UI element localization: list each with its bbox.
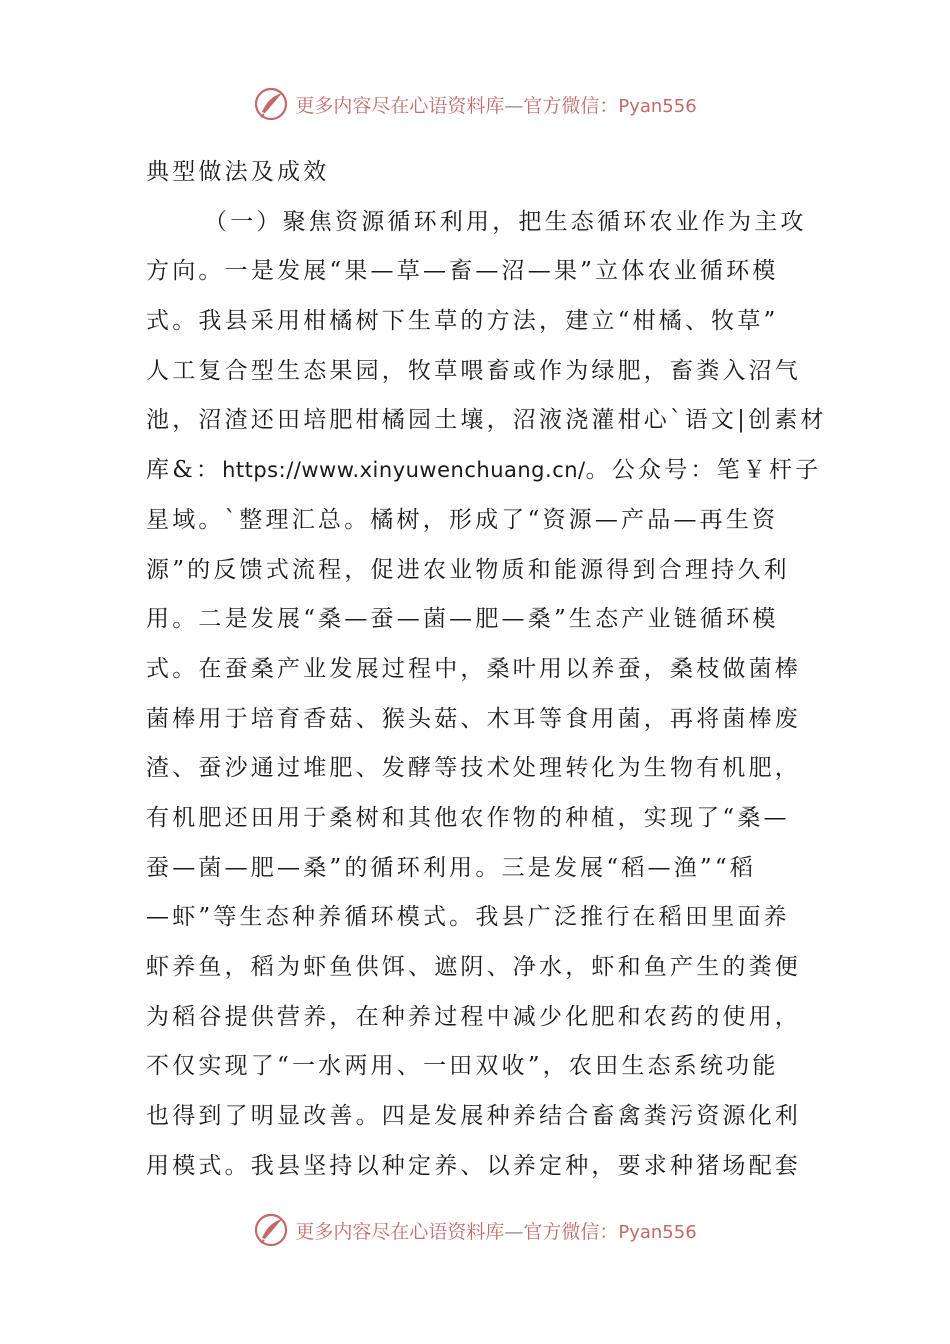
paragraph-line: 虾养鱼，稻为虾鱼供饵、遮阴、净水，虾和鱼产生的粪便 [146,954,801,980]
paragraph-line: 源”的反馈式流程，促进农业物质和能源得到合理持久利 [146,556,790,583]
footer-watermark-banner [0,1210,950,1250]
paragraph-line: 用模式。我县坚持以种定养、以养定种，要求种猪场配套 [146,1152,801,1179]
banner-label: 官方微信： [523,1220,619,1243]
brand-logo-icon [253,86,289,122]
banner-handle: Pyan556 [618,95,697,117]
banner-text [295,91,696,118]
banner-separator: — [504,94,524,117]
paragraph-line: 用。二是发展“桑—蚕—菌—肥—桑”生态产业链循环模 [146,606,779,633]
banner-handle: Pyan556 [618,1221,697,1243]
banner-brand: 更多内容尽在心语资料库 [295,1220,505,1243]
paragraph-line: 池，沼渣还田培肥柑橘园土壤，沼液浇灌柑心`语文|创素材 [146,407,827,434]
section-heading: 典型做法及成效 [146,159,330,185]
paragraph-line: 蚕—菌—肥—桑”的循环利用。三是发展“稻—渔”“稻 [146,854,757,881]
url-prefix: 库&： [146,457,223,484]
banner-text [295,1217,696,1244]
paragraph-line: 渣、蚕沙通过堆肥、发酵等技术处理转化为生物有机肥， [146,755,801,782]
banner-brand: 更多内容尽在心语资料库 [295,94,505,117]
paragraph-line: 菌棒用于培育香菇、猴头菇、木耳等食用菌，再将菌棒废 [146,705,801,732]
paragraph-line: （一）聚焦资源循环利用，把生态循环农业作为主攻 [204,208,807,235]
paragraph-line: 也得到了明显改善。四是发展种养结合畜禽粪污资源化利 [146,1103,801,1130]
brand-logo-icon [253,1212,289,1248]
paragraph-line: 方向。一是发展“果—草—畜—沼—果”立体农业循环模 [146,258,779,285]
url-suffix: 。公众号：笔￥杆子 [585,457,822,484]
paragraph-line: 为稻谷提供营养，在种养过程中减少化肥和农药的使用， [146,1003,801,1030]
source-url-link[interactable]: https://www.xinyuwenchuang.cn/ [222,458,586,483]
paragraph-line: 星域。`整理汇总。橘树，形成了“资源—产品—再生资 [146,506,779,533]
paragraph-line: 有机肥还田用于桑树和其他农作物的种植，实现了“桑— [146,804,790,831]
banner-label: 官方微信： [523,94,619,117]
paragraph-line-url [146,446,822,496]
paragraph-line: 式。我县采用柑橘树下生草的方法，建立“柑橘、牧草” [146,308,779,335]
header-watermark-banner [0,84,950,124]
banner-separator: — [504,1220,524,1243]
paragraph-line: 人工复合型生态果园，牧草喂畜或作为绿肥，畜粪入沼气 [146,357,801,384]
paragraph-line: —虾”等生态种养循环模式。我县广泛推行在稻田里面养 [146,904,790,931]
paragraph-line: 不仅实现了“一水两用、一田双收”，农田生态系统功能 [146,1053,779,1080]
document-body [146,148,827,1191]
paragraph-line: 式。在蚕桑产业发展过程中，桑叶用以养蚕，桑枝做菌棒 [146,655,801,682]
